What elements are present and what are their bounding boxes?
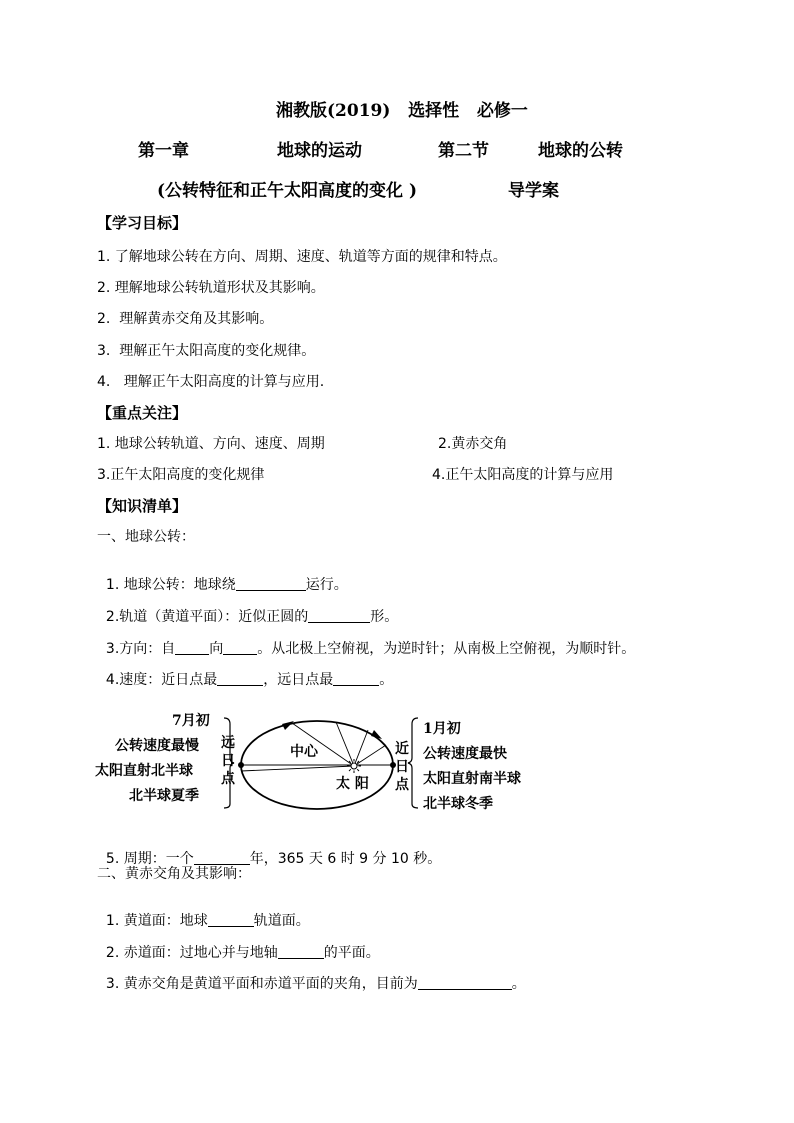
focus-item: 3.正午太阳高度的变化规律 — [97, 467, 265, 483]
goal-item: 2. 理解地球公转轨道形状及其影响。 — [97, 280, 325, 296]
perihelion-direct-sun: 太阳直射南半球 — [423, 771, 521, 787]
goal-item: 3. 理解正午太阳高度的变化规律。 — [97, 343, 316, 359]
answer-blank[interactable] — [217, 671, 263, 686]
aphelion-direct-sun: 太阳直射北半球 — [95, 763, 193, 779]
answer-blank[interactable] — [208, 912, 254, 927]
chapter-title: 地球的运动 — [277, 141, 362, 161]
radius-line — [354, 745, 386, 766]
direction-arrow — [282, 721, 294, 730]
aphelion-label: 点 — [221, 771, 235, 787]
focus-item: 2.黄赤交角 — [438, 436, 508, 452]
answer-blank[interactable] — [418, 975, 512, 990]
perihelion-month: 1月初 — [423, 721, 461, 737]
right-brace — [408, 718, 418, 808]
goal-item: 1. 了解地球公转在方向、周期、速度、轨道等方面的规律和特点。 — [97, 249, 507, 265]
aphelion-label: 远 — [221, 735, 235, 751]
knowledge-heading: 【知识清单】 — [97, 497, 188, 515]
chapter-label: 第一章 — [138, 141, 189, 161]
perihelion-label: 点 — [395, 777, 409, 793]
section-title: 地球的公转 — [538, 141, 623, 161]
aphelion-earth — [238, 762, 244, 768]
radius-line — [354, 730, 368, 766]
answer-blank[interactable] — [308, 608, 370, 623]
question-revolution: 1. 地球公转：地球绕 运行。 — [105, 577, 348, 593]
aphelion-label: 日 — [221, 753, 235, 769]
question-orbit: 2.轨道（黄道平面）：近似正圆的 形。 — [105, 609, 399, 625]
aphelion-speed: 公转速度最慢 — [115, 738, 199, 754]
orbit-diagram — [92, 708, 552, 818]
aphelion-season: 北半球夏季 — [129, 788, 199, 804]
part1-title: 一、地球公转： — [97, 529, 195, 545]
subtitle: (公转特征和正午太阳高度的变化 ) — [157, 181, 418, 201]
focus-heading: 【重点关注】 — [97, 404, 188, 422]
radius-line — [241, 766, 354, 771]
part2-title: 二、黄赤交角及其影响： — [97, 866, 251, 882]
goal-item: 4. 理解正午太阳高度的计算与应用. — [97, 374, 325, 390]
perihelion-label: 日 — [395, 759, 409, 775]
goal-item: 2. 理解黄赤交角及其影响。 — [97, 311, 274, 327]
question-direction: 3.方向：自 向 。从北极上空俯视，为逆时针；从南极上空俯视，为顺时针。 — [105, 641, 636, 657]
header-title: 湘教版(2019) 选择性 必修一 — [276, 101, 528, 121]
answer-blank[interactable] — [333, 671, 379, 686]
answer-blank[interactable] — [236, 576, 306, 591]
sun-symbol — [347, 759, 361, 773]
sun-label: 太 阳 — [336, 776, 369, 792]
aphelion-month: 7月初 — [172, 713, 210, 729]
perihelion-season: 北半球冬季 — [423, 796, 493, 812]
perihelion-label: 近 — [395, 741, 409, 757]
question-speed: 4.速度：近日点最 ，远日点最 。 — [105, 672, 394, 688]
question-period: 5. 周期：一个 年，365 天 6 时 9 分 10 秒。 — [105, 851, 442, 867]
perihelion-speed: 公转速度最快 — [423, 746, 507, 762]
question-equator-plane: 2. 赤道面：过地心并与地轴 的平面。 — [105, 945, 380, 961]
center-label: 中心 — [290, 744, 318, 760]
section-label: 第二节 — [438, 141, 489, 161]
focus-item: 4.正午太阳高度的计算与应用 — [432, 467, 614, 483]
goals-heading: 【学习目标】 — [97, 214, 188, 232]
question-obliquity: 3. 黄赤交角是黄道平面和赤道平面的夹角，目前为 。 — [105, 976, 526, 992]
question-ecliptic-plane: 1. 黄道面：地球 轨道面。 — [105, 913, 310, 929]
focus-item: 1. 地球公转轨道、方向、速度、周期 — [97, 436, 325, 452]
doc-type: 导学案 — [508, 181, 559, 201]
